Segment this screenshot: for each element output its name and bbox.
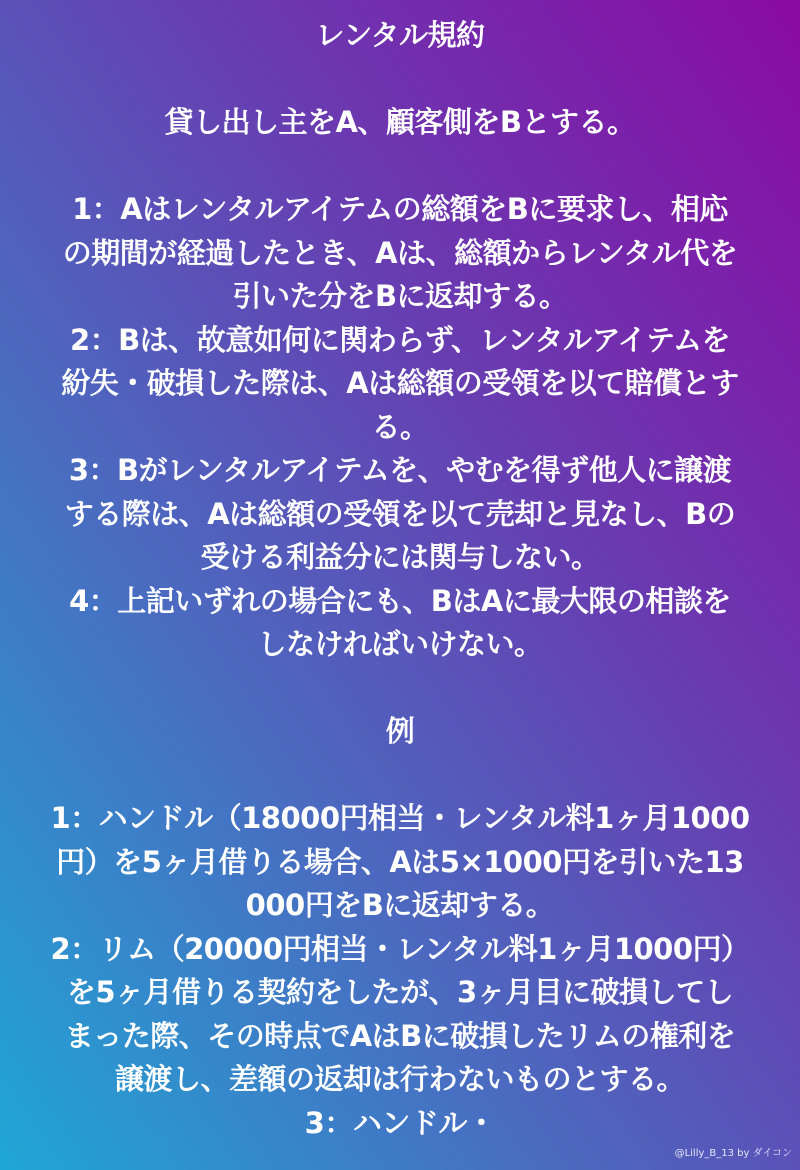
rule-line: 紛失・破損した際は、Aは総額の受領を以て賠償とす <box>61 366 739 400</box>
example-line: 000円をBに返却する。 <box>245 888 555 922</box>
spacer <box>10 58 790 102</box>
spacer <box>10 145 790 189</box>
rule-line: する際は、Aは総額の受領を以て売却と見なし、Bの <box>64 496 736 531</box>
rule-line: 2：Bは、故意如何に関わらず、レンタルアイテムを <box>69 322 731 357</box>
example-line: まった際、その時点でAはBに破損したリムの権利を <box>64 1018 736 1053</box>
example-line: 2：リム（20000円相当・レンタル料1ヶ月1000円） <box>50 931 750 966</box>
rule-line: の期間が経過したとき、Aは、総額からレンタル代を <box>62 235 738 270</box>
rule-line: 受ける利益分には関与しない。 <box>200 540 600 574</box>
credit-watermark: @Lilly_B_13 by ダイコン <box>674 1148 792 1159</box>
spacer <box>10 754 790 798</box>
document-title: レンタル規約 <box>315 18 485 52</box>
rule-line: る。 <box>371 409 429 444</box>
rule-line: 4：上記いずれの場合にも、BはAに最大限の相談を <box>69 583 731 618</box>
spacer <box>10 667 790 711</box>
intro-text: 貸し出し主をA、顧客側をBとする。 <box>164 105 636 139</box>
example-line: 円）を5ヶ月借りる場合、Aは5×1000円を引いた13 <box>56 844 744 879</box>
rules-section <box>10 188 790 667</box>
rental-terms-document <box>10 14 790 1145</box>
example-line: 1：ハンドル（18000円相当・レンタル料1ヶ月1000 <box>50 801 750 835</box>
rule-line: 1：Aはレンタルアイテムの総額をBに要求し、相応 <box>72 192 728 226</box>
example-line: 譲渡し、差額の返却は行わないものとする。 <box>114 1062 685 1096</box>
example-line: を5ヶ月借りる契約をしたが、3ヶ月目に破損してし <box>66 975 734 1009</box>
rule-line: しなければいけない。 <box>257 627 543 661</box>
rule-line: 3：Bがレンタルアイテムを、やむを得ず他人に譲渡 <box>68 453 732 487</box>
examples-section <box>10 797 790 1145</box>
rule-line: 引いた分をBに返却する。 <box>232 279 568 313</box>
example-line: 3：ハンドル・ <box>304 1105 496 1140</box>
examples-heading: 例 <box>385 714 415 748</box>
